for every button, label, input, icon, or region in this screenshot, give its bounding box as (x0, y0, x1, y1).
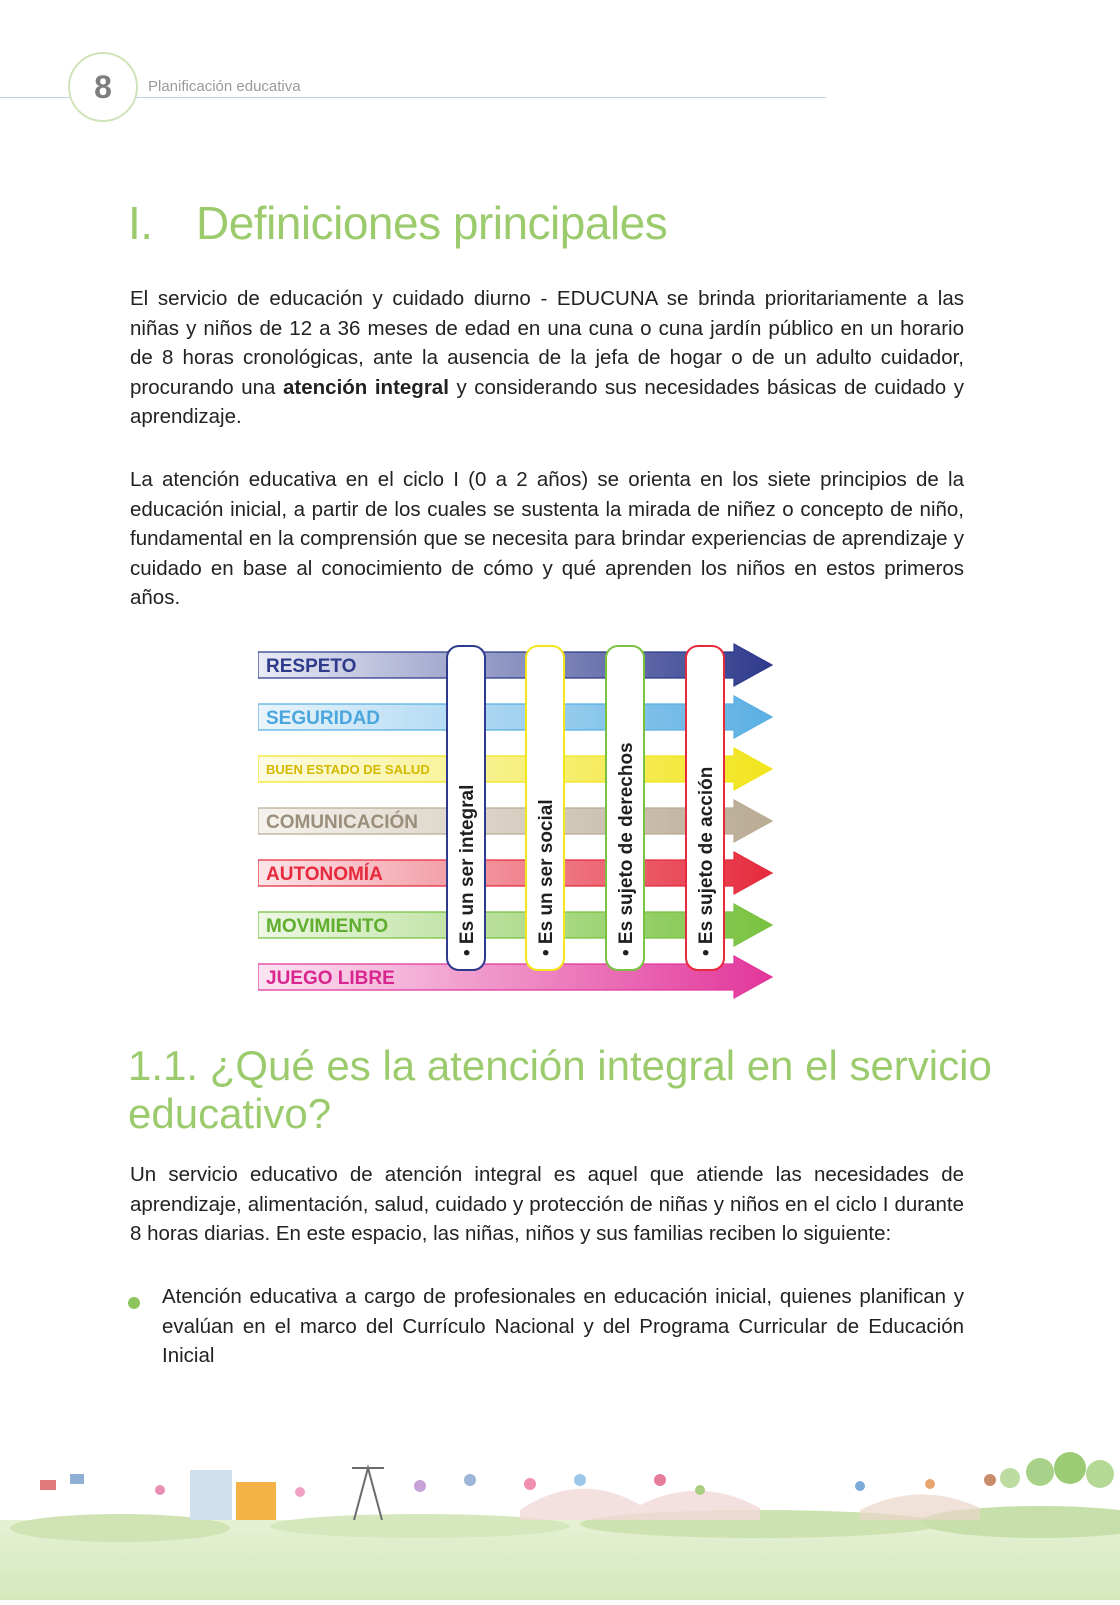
concept-label: • Es sujeto de derechos (616, 742, 637, 956)
footer-illustration (0, 1450, 1120, 1600)
concept-column (606, 646, 644, 970)
paragraph-3: Un servicio educativo de atención integral es aquel que atiende las necesidades de aprendizaje, alimentación, salud, cuidado y protección de niñas y niños en el ciclo I durante 8 horas diarias. En este espacio, las niñas, niños y sus familias reciben lo siguiente: (130, 1163, 964, 1245)
paragraph-1-start: El servicio de educación y cuidado diurno - EDUCUNA se brinda prioritariamente a las niñas y niños de 12 a 36 meses de edad en una cuna o cuna jardín público en un horario de 8 horas cronológicas, ante la ausencia de la jefa de hogar o de un adulto cuidador, procurando una (130, 287, 964, 399)
footer-landscape (0, 1450, 1120, 1600)
principle-label: JUEGO LIBRE (266, 968, 395, 989)
concept-label: • Es un ser social (536, 799, 557, 956)
bullet-item: Atención educativa a cargo de profesionales en educación inicial, quienes planifican y evalúan en el marco del Currículo Nacional y del Programa Curricular de Educación Inicial (162, 1285, 964, 1367)
bullet-dot (128, 1297, 140, 1309)
paragraph-1-end: y considerando sus necesidades básicas de cuidado y aprendizaje. (130, 375, 965, 428)
principles-diagram (258, 640, 798, 1015)
page-number-badge (68, 52, 138, 122)
principle-label: RESPETO (266, 656, 357, 677)
principle-label: BUEN ESTADO DE SALUD (266, 762, 430, 777)
principle-label: AUTONOMÍA (266, 864, 383, 885)
paragraph-1-bold: atención integral (283, 375, 449, 399)
principle-label: SEGURIDAD (266, 708, 381, 729)
principle-label: COMUNICACIÓN (266, 812, 418, 833)
concept-label: • Es un ser integral (457, 784, 478, 956)
paragraph-1 (130, 284, 964, 432)
section-number: I. (128, 197, 153, 249)
principles-diagram-svg (258, 640, 798, 1010)
subsection-heading: 1.1. ¿Qué es la atención integral en el servicio educativo? (128, 1042, 992, 1137)
concept-column (686, 646, 724, 970)
concept-column (447, 646, 485, 970)
page-number: 8 (94, 68, 112, 105)
concept-column (526, 646, 564, 970)
section-heading (128, 196, 667, 250)
running-title: Planificación educativa (148, 78, 301, 95)
concept-label: • Es sujeto de acción (696, 766, 717, 956)
paragraph-2: La atención educativa en el ciclo I (0 a 2 años) se orienta en los siete principios de la educación inicial, a partir de los cuales se sustenta la mirada de niñez o concepto de niño, fundamental en la comprensión que se necesita para brindar experiencias de aprendizaje y cuidado en base al conocimiento de cómo y qué aprenden los niños en estos primeros años. (130, 468, 964, 609)
principle-label: MOVIMIENTO (266, 916, 389, 937)
section-title: Definiciones principales (196, 197, 668, 249)
